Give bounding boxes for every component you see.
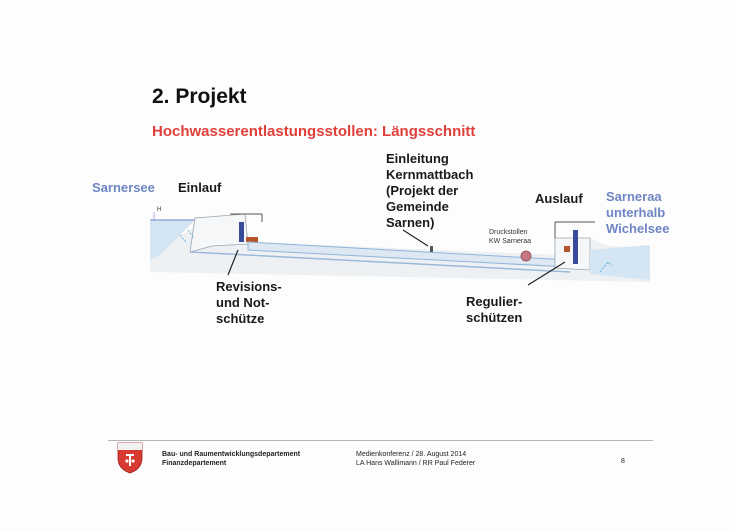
label-revisions: Revisions- und Not- schütze	[216, 279, 282, 326]
label-einleitung: Einleitung Kernmattbach (Projekt der Gemeinde Sarnen)	[386, 151, 474, 230]
outlet-gate	[573, 230, 578, 264]
slide-title: 2. Projekt	[152, 85, 247, 108]
footer-conference: Medienkonferenz / 28. August 2014 LA Hans Wallimann / RR Paul Federer	[356, 451, 476, 467]
slide-subtitle: Hochwasserentlastungsstollen: Längsschnitt	[152, 123, 476, 140]
einleitung-pointer	[403, 230, 428, 246]
druckstollen-circle	[521, 251, 531, 261]
page-number: 8	[621, 458, 625, 465]
water-level-marker: H	[157, 207, 162, 213]
label-sarneraa: Sarneraa unterhalb Wichelsee	[606, 189, 670, 236]
outlet-gate-box	[564, 246, 570, 252]
label-sarnersee: Sarnersee	[92, 180, 155, 195]
obwalden-coat-of-arms-icon	[117, 442, 143, 474]
label-regulier: Regulier- schützen	[466, 294, 523, 325]
label-druckstollen: Druckstollen KW Sarneraa	[489, 229, 532, 245]
inlet-gate	[239, 222, 244, 242]
inlet-gate-box	[246, 237, 258, 242]
river-water	[590, 245, 650, 280]
footer-department: Bau- und Raumentwicklungsdepartement Finanzdepartement	[162, 451, 301, 467]
label-einlauf: Einlauf	[178, 180, 222, 195]
label-auslauf: Auslauf	[535, 191, 583, 206]
footer-divider	[108, 440, 653, 441]
kernmattbach-inlet-mark	[430, 246, 433, 252]
